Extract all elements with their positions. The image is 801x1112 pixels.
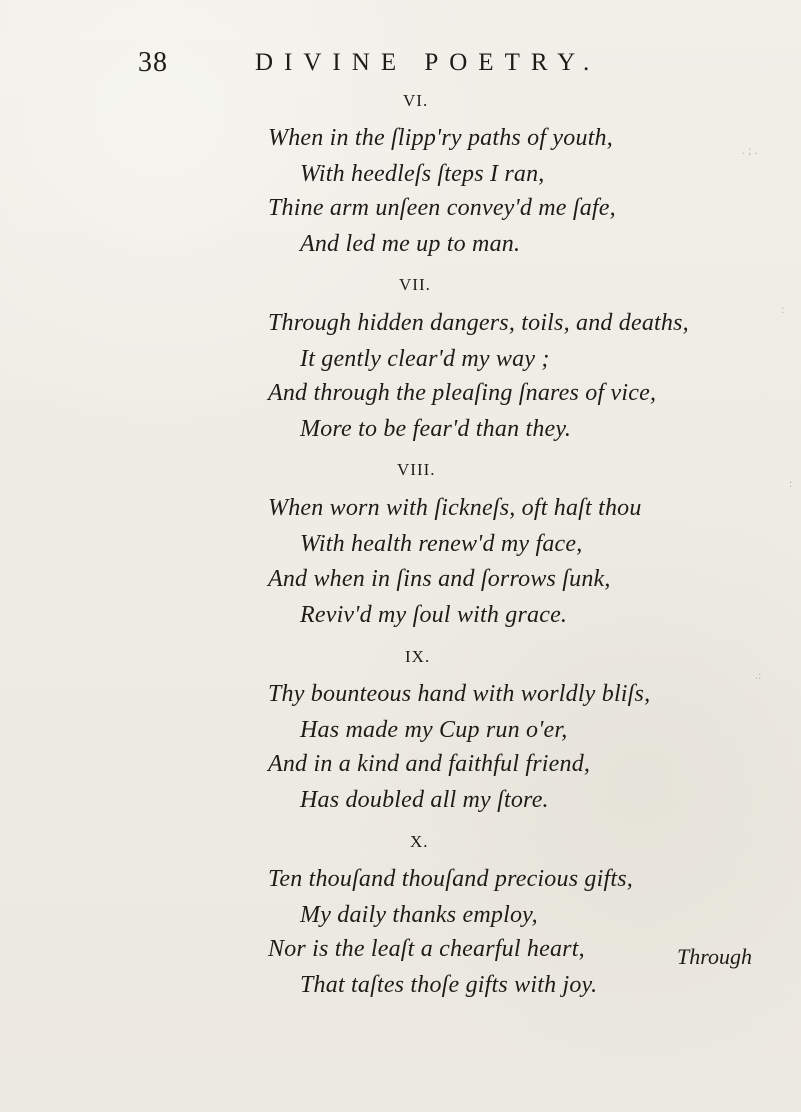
stanza-viii-line-2: With health renew'd my face,	[300, 531, 583, 557]
stanza-number-ix: IX.	[405, 647, 431, 666]
stanza-ix-line-1: Thy bounteous hand with worldly bliſs,	[268, 681, 651, 707]
stanza-vii-line-1: Through hidden dangers, toils, and deaths,	[268, 310, 689, 336]
stanza-number-vi: VI.	[403, 91, 429, 110]
stanza-vi-line-1: When in the ſlipp'ry paths of youth,	[268, 125, 613, 151]
stanza-viii-line-4: Reviv'd my ſoul with grace.	[300, 602, 568, 628]
stanza-vi-line-4: And led me up to man.	[300, 231, 521, 257]
stanza-vii-line-3: And through the pleaſing ſnares of vice,	[268, 380, 657, 406]
catchword: Through	[677, 944, 752, 969]
bleed-through-mark: .:	[755, 668, 762, 682]
stanza-viii-line-3: And when in ſins and ſorrows ſunk,	[268, 566, 611, 592]
bleed-through-mark: . ; .	[742, 143, 758, 157]
stanza-ix-line-3: And in a kind and faithful friend,	[268, 751, 591, 777]
stanza-ix-line-4: Has doubled all my ſtore.	[300, 787, 549, 813]
stanza-number-viii: VIII.	[397, 460, 436, 479]
stanza-ix-line-2: Has made my Cup run o'er,	[300, 717, 568, 743]
stanza-vi-line-3: Thine arm unſeen convey'd me ſafe,	[268, 195, 616, 221]
stanza-viii-line-1: When worn with ſickneſs, oft haſt thou	[268, 495, 642, 521]
stanza-number-x: X.	[410, 832, 429, 851]
bleed-through-mark: :	[789, 476, 793, 490]
stanza-number-vii: VII.	[399, 275, 431, 294]
stanza-vi-line-2: With heedleſs ſteps I ran,	[300, 161, 545, 187]
stanza-vii-line-4: More to be fear'd than they.	[300, 416, 572, 442]
bleed-through-mark: :	[781, 302, 785, 316]
stanza-x-line-2: My daily thanks employ,	[300, 902, 538, 928]
stanza-x-line-4: That taſtes thoſe gifts with joy.	[300, 972, 598, 998]
page-number: 38	[138, 47, 168, 78]
stanza-x-line-1: Ten thouſand thouſand precious gifts,	[268, 866, 633, 892]
running-head: DIVINE POETRY.	[255, 49, 601, 76]
stanza-x-line-3: Nor is the leaſt a chearful heart,	[268, 936, 585, 962]
stanza-vii-line-2: It gently clear'd my way ;	[300, 346, 550, 372]
